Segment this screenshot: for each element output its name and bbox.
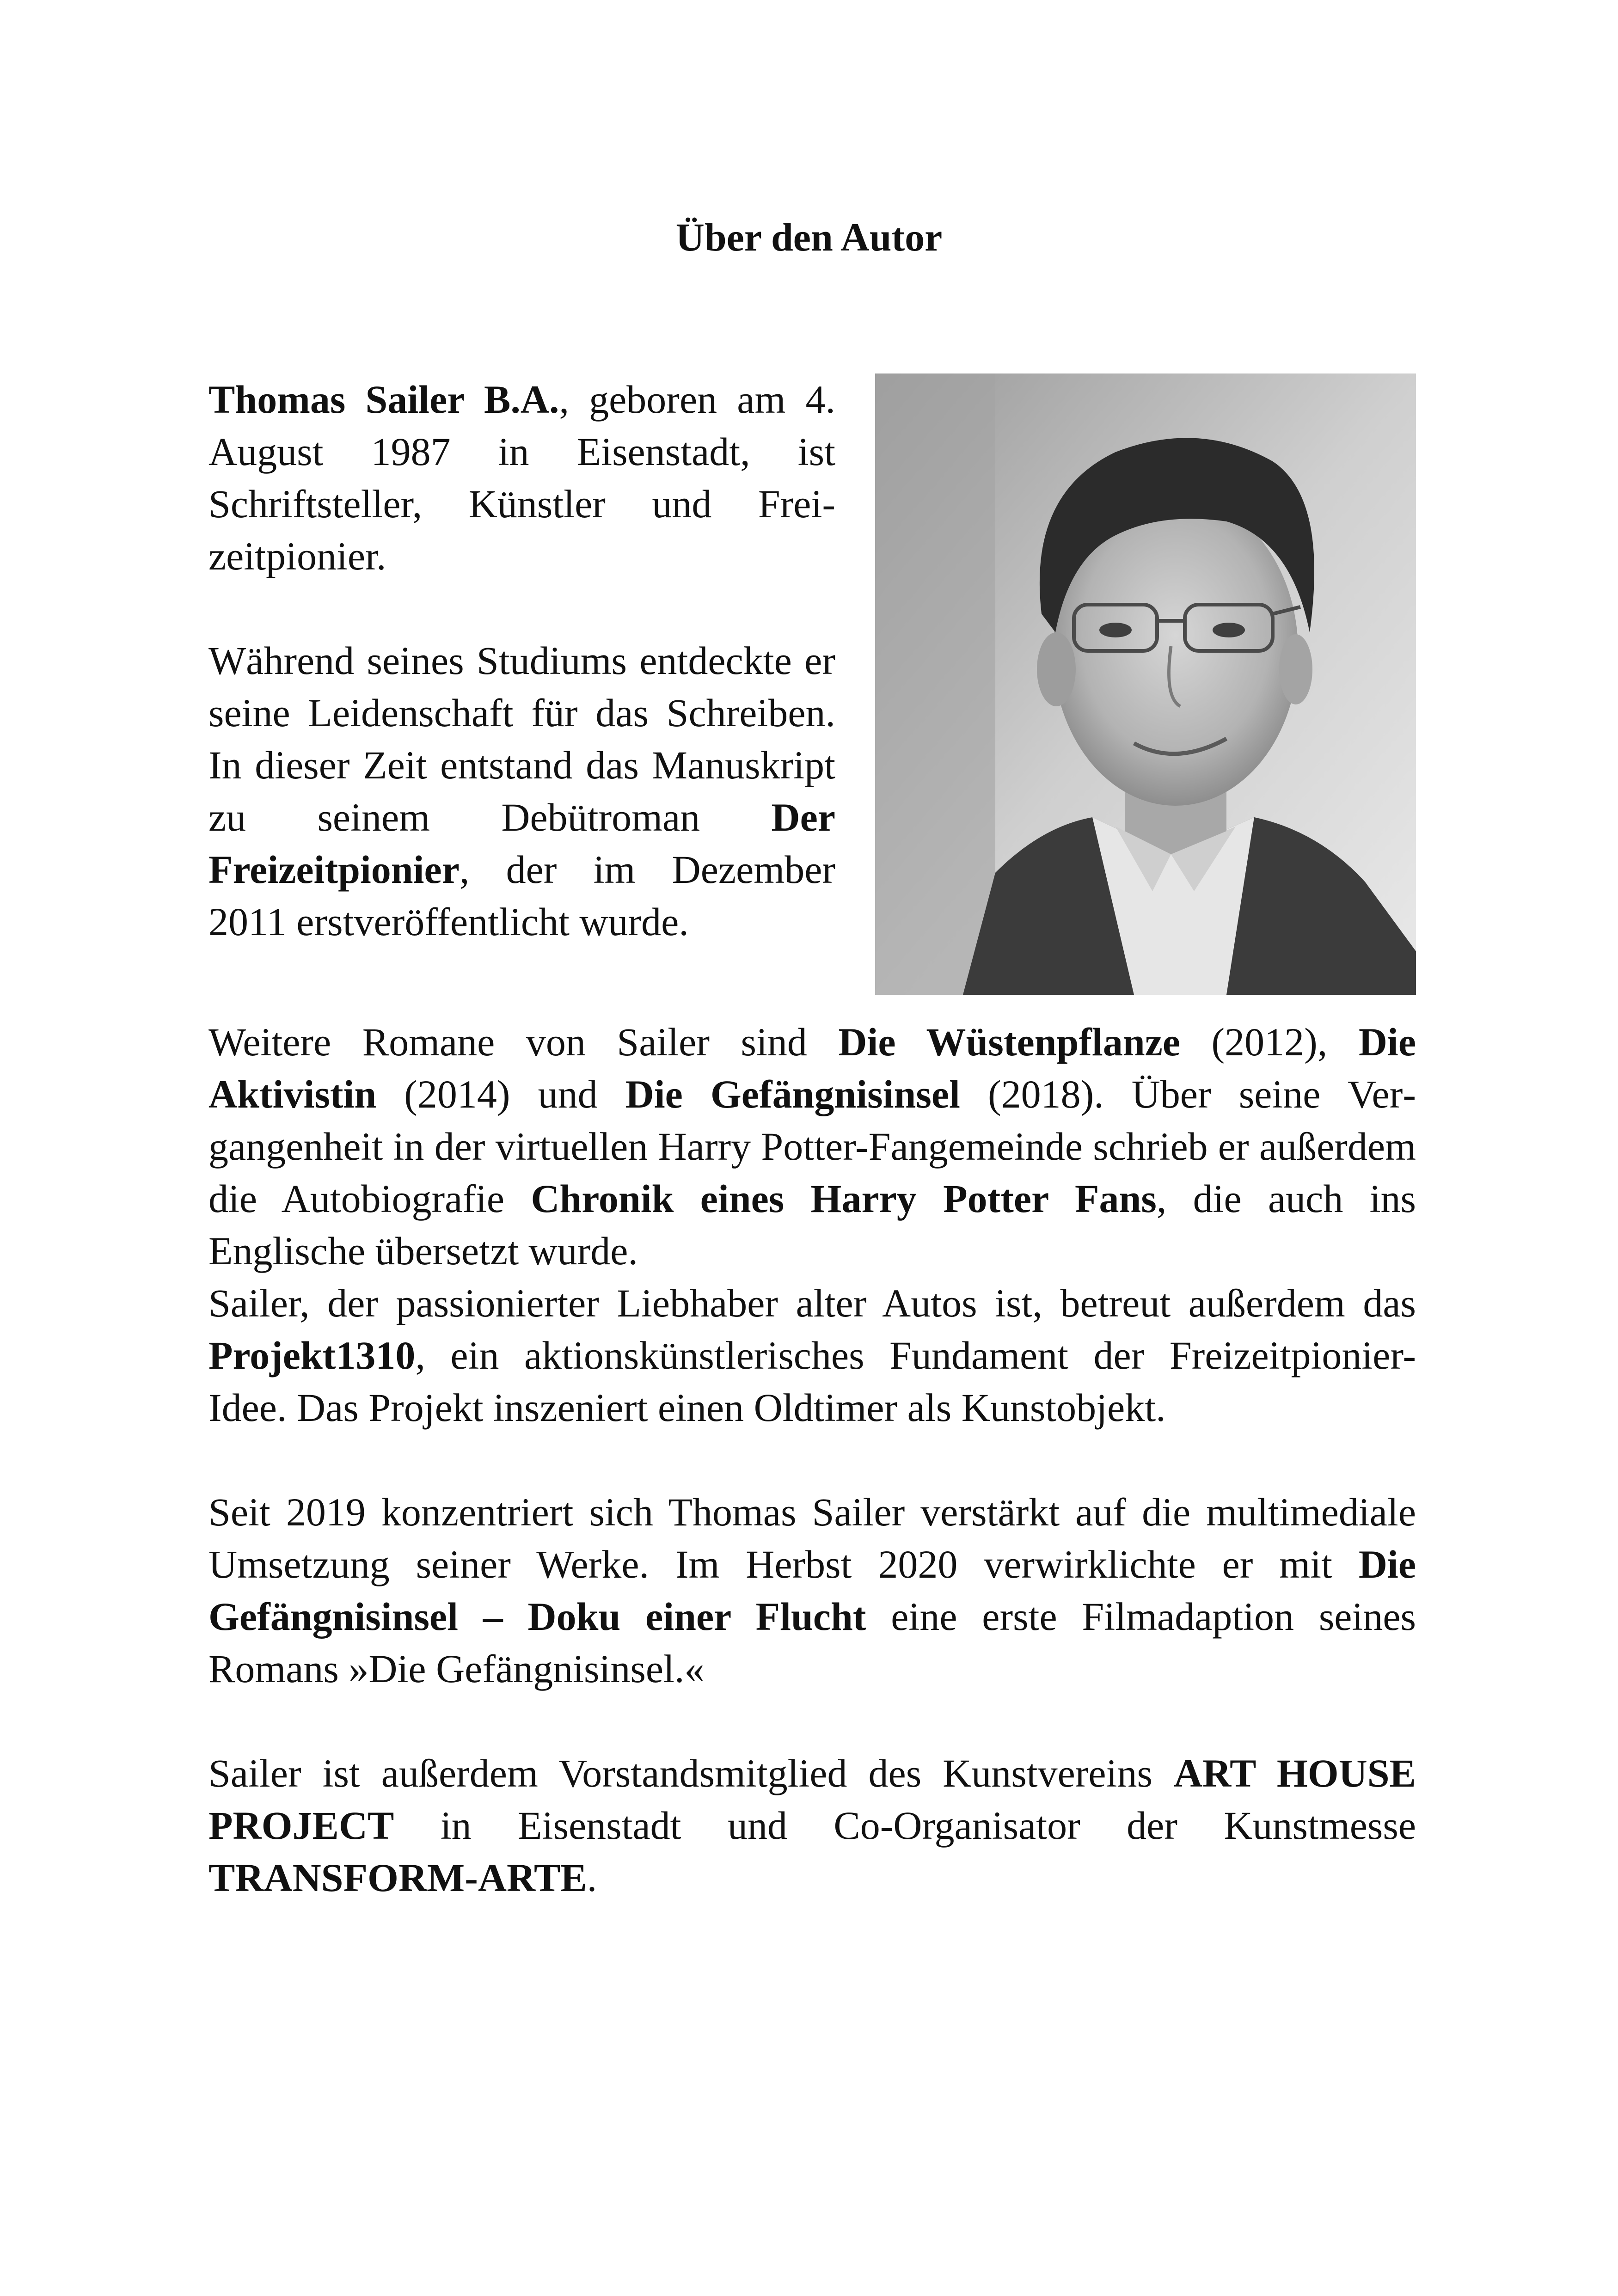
- board-text-2: in Eisenstadt und Co-Organisator der Kunstmesse: [394, 1803, 1416, 1848]
- board-paragraph: [208, 1747, 1416, 1904]
- intro-paragraph: [208, 373, 835, 582]
- novel-title-wuestenpflanze: Die Wüstenpflanze: [838, 1020, 1180, 1064]
- study-paragraph: [208, 635, 835, 948]
- art-house-project-name: ART HOUSE PROJECT: [208, 1751, 1416, 1848]
- project-text-1: Sailer, der passionierter Liebhaber alter Autos ist, betreut außerdem das: [208, 1281, 1416, 1325]
- project-text-2: , ein aktionskünstlerisches Fundament der Freizeitpionier-Idee. Das Projekt inszeniert einen Oldtimer als Kunstobjekt.: [208, 1333, 1416, 1430]
- novels-text-2: (2012),: [1180, 1020, 1359, 1064]
- author-name: Thomas Sailer B.A.: [208, 377, 559, 422]
- novels-block: [208, 1016, 1416, 1904]
- novels-text-4: (2018). Über seine Vergangenheit in der virtuellen Harry Potter-Fangemeinde schrieb er außerdem die Autobiografie: [208, 1072, 1416, 1221]
- film-paragraph: [208, 1486, 1416, 1695]
- author-portrait-icon: [875, 373, 1416, 995]
- novels-text-1: Weitere Romane von Sailer sind: [208, 1020, 839, 1064]
- novels-text-5: , die auch ins Englische übersetzt wurde.: [208, 1176, 1416, 1273]
- film-title: Die Gefängnisinsel – Doku einer Flucht: [208, 1542, 1416, 1639]
- intro-column: [208, 373, 835, 948]
- debut-novel-title: Der Freizeitpionier: [208, 795, 835, 892]
- novel-title-aktivistin: Die Aktivistin: [208, 1020, 1416, 1116]
- film-text-1: Seit 2019 konzentriert sich Thomas Sailer verstärkt auf die multimediale Umsetzung seiner Werke. Im Herbst 2020 verwirklichte er mit: [208, 1490, 1416, 1586]
- board-text-1: Sailer ist außerdem Vorstandsmitglied des Kunstvereins: [208, 1751, 1174, 1795]
- film-text-2: eine erste Filmadaption seines Romans »Die Gefängnisinsel.«: [208, 1594, 1416, 1691]
- study-text-2: , der im Dezember 2011 erstveröffentlicht wurde.: [208, 847, 835, 944]
- study-text-1: Während seines Studiums entdeckte er seine Leidenschaft für das Schreiben. In dieser Zeit entstand das Manuskript zu seinem Debütroman: [208, 638, 835, 839]
- project-name: Projekt1310: [208, 1333, 416, 1378]
- novel-title-gefaengnisinsel: Die Gefängnisinsel: [625, 1072, 960, 1116]
- novels-text-3: (2014) und: [376, 1072, 625, 1116]
- project-paragraph: [208, 1277, 1416, 1434]
- novels-paragraph: [208, 1016, 1416, 1277]
- intro-text: , geboren am 4. August 1987 in Eisenstadt, ist Schriftsteller, Künstler und Freizeitpionier.: [208, 377, 835, 578]
- author-photo: [875, 373, 1416, 995]
- board-text-3: .: [587, 1855, 597, 1900]
- transform-arte-name: TRANSFORM-ARTE: [208, 1855, 587, 1900]
- autobiography-title: Chronik eines Harry Potter Fans: [531, 1176, 1157, 1221]
- page-title: Über den Autor: [675, 215, 943, 259]
